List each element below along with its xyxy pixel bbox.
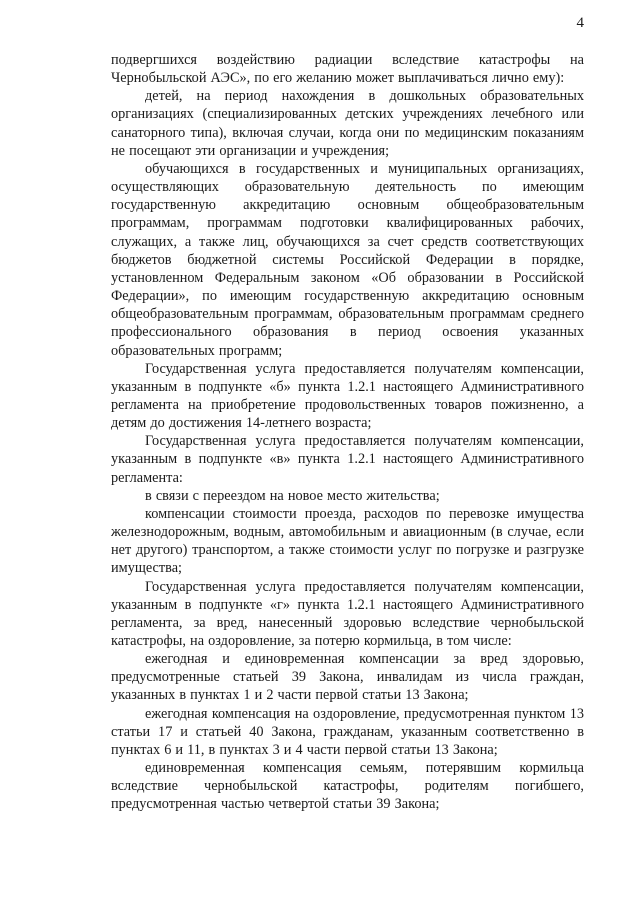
paragraph: Государственная услуга предоставляется получателям компенсации, указанным в подпункте «в» пункта 1.2.1 настоящего Административного регламента: (111, 433, 584, 486)
page-number: 4 (576, 15, 584, 31)
paragraph: обучающихся в государственных и муниципальных организациях, осуществляющих образовательную деятельность по имеющим государственную аккредитацию основным общеобразовательным программам, программам подготовки квалифицированных рабочих, служащих, а также лиц, обучающихся за счет средств соответствующих бюджетов бюджетной системы Российской Федерации в порядке, установленном Федеральным законом «Об образовании в Российской Федерации», по имеющим государственную аккредитацию основным общеобразовательным программам, образовательным программам среднего профессионального образования в период освоения указанных образовательных программ; (111, 160, 584, 359)
paragraph: подвергшихся воздействию радиации вследствие катастрофы на Чернобыльской АЭС», по его желанию может выплачиваться лично ему): (111, 52, 584, 87)
paragraph: детей, на период нахождения в дошкольных образовательных организациях (специализированных детских учреждениях лечебного или санаторного типа), включая случаи, когда они по медицинским показаниям не посещают эти организации и учреждения; (111, 88, 584, 159)
paragraph: в связи с переездом на новое место жительства; (145, 487, 440, 504)
paragraph: ежегодная и единовременная компенсации за вред здоровью, предусмотренные статьей 39 Закона, инвалидам из числа граждан, указанных в пунктах 1 и 2 части первой статьи 13 Закона; (111, 651, 584, 704)
paragraph: Государственная услуга предоставляется получателям компенсации, указанным в подпункте «б» пункта 1.2.1 настоящего Административного регламента на приобретение продовольственных товаров пожизненно, а детям до достижения 14-летнего возраста; (111, 360, 584, 432)
paragraph: компенсации стоимости проезда, расходов по перевозке имущества железнодорожным, водным, автомобильным и авиационным (в случае, если нет другого) транспортом, а также стоимости услуг по погрузке и разгрузке имущества; (111, 505, 584, 577)
paragraph: Государственная услуга предоставляется получателям компенсации, указанным в подпункте «г» пункта 1.2.1 настоящего Административного регламента, за вред, нанесенный здоровью вследствие чернобыльской катастрофы, на оздоровление, за потерю кормильца, в том числе: (111, 578, 584, 649)
paragraph: единовременная компенсация семьям, потерявшим кормильца вследствие чернобыльской катастрофы, родителям погибшего, предусмотренная частью четвертой статьи 39 Закона; (111, 760, 584, 813)
document-body (111, 51, 584, 814)
paragraph: ежегодная компенсация на оздоровление, предусмотренная пунктом 13 статьи 17 и статьей 40 Закона, гражданам, указанным соответственно в пунктах 6 и 11, в пунктах 3 и 4 части первой статьи 13 Закона; (111, 705, 584, 758)
